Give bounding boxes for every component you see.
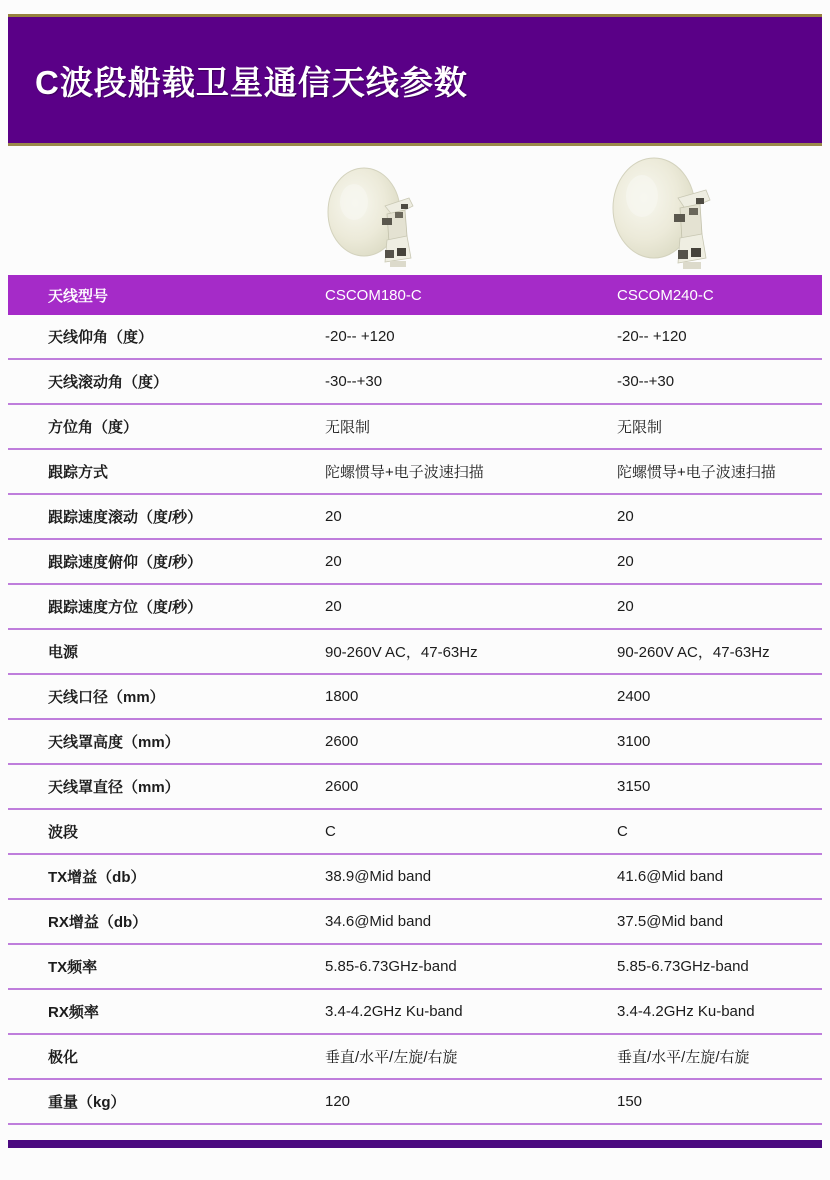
header-model-2: CSCOM240-C xyxy=(617,286,714,304)
table-row xyxy=(8,900,822,945)
table-row xyxy=(8,720,822,765)
table-row xyxy=(8,1080,822,1125)
row-value-1: C xyxy=(325,823,336,840)
row-label: 跟踪方式 xyxy=(48,464,109,481)
row-label: TX增益（db） xyxy=(48,869,146,886)
table-row xyxy=(8,765,822,810)
row-value-2: 20 xyxy=(617,598,634,615)
bottom-accent-bar xyxy=(8,1140,822,1148)
row-value-1: 无限制 xyxy=(325,419,371,436)
row-value-1: 1800 xyxy=(325,688,359,705)
table-header-row xyxy=(8,275,822,315)
table-row xyxy=(8,450,822,495)
row-label: 天线罩直径（mm） xyxy=(48,779,180,796)
row-label: 方位角（度） xyxy=(48,419,139,436)
table-row xyxy=(8,495,822,540)
row-value-1: 陀螺惯导+电子波速扫描 xyxy=(325,464,484,481)
row-value-2: -20-- +120 xyxy=(617,328,687,345)
row-label: 跟踪速度俯仰（度/秒） xyxy=(48,554,203,571)
table-row xyxy=(8,675,822,720)
row-value-2: 41.6@Mid band xyxy=(617,868,724,885)
table-row xyxy=(8,405,822,450)
row-label: 天线滚动角（度） xyxy=(48,374,169,391)
spec-table xyxy=(8,275,822,1125)
table-row xyxy=(8,540,822,585)
product-images-row xyxy=(0,146,830,275)
table-row xyxy=(8,810,822,855)
row-value-1: 120 xyxy=(325,1093,351,1110)
row-value-1: 38.9@Mid band xyxy=(325,868,432,885)
row-label: RX增益（db） xyxy=(48,914,148,931)
table-row xyxy=(8,945,822,990)
table-row xyxy=(8,585,822,630)
row-value-1: 5.85-6.73GHz-band xyxy=(325,958,457,975)
row-label: 电源 xyxy=(48,644,79,661)
row-label: 跟踪速度滚动（度/秒） xyxy=(48,509,203,526)
row-value-1: 20 xyxy=(325,508,342,525)
antenna-photo-cscom240 xyxy=(612,156,724,274)
title-banner xyxy=(8,14,822,146)
row-value-1: 垂直/水平/左旋/右旋 xyxy=(325,1049,458,1066)
row-value-2: 150 xyxy=(617,1093,643,1110)
row-value-1: 2600 xyxy=(325,733,359,750)
row-value-2: 20 xyxy=(617,508,634,525)
row-value-2: -30--+30 xyxy=(617,373,675,390)
row-label: 天线口径（mm） xyxy=(48,689,165,706)
header-model-1: CSCOM180-C xyxy=(325,286,422,304)
row-value-1: 20 xyxy=(325,553,342,570)
row-label: TX频率 xyxy=(48,959,98,976)
antenna-photo-cscom180 xyxy=(327,166,427,271)
row-value-2: 陀螺惯导+电子波速扫描 xyxy=(617,464,776,481)
table-row xyxy=(8,315,822,360)
table-row xyxy=(8,990,822,1035)
row-value-2: 20 xyxy=(617,553,634,570)
table-row xyxy=(8,630,822,675)
row-value-1: 3.4-4.2GHz Ku-band xyxy=(325,1003,463,1020)
row-label: RX频率 xyxy=(48,1004,99,1021)
row-value-2: 2400 xyxy=(617,688,651,705)
row-value-1: 90-260V AC，47-63Hz xyxy=(325,644,478,661)
table-row xyxy=(8,855,822,900)
row-value-2: 垂直/水平/左旋/右旋 xyxy=(617,1049,750,1066)
row-label: 跟踪速度方位（度/秒） xyxy=(48,599,203,616)
row-value-1: -20-- +120 xyxy=(325,328,395,345)
row-value-2: 3100 xyxy=(617,733,651,750)
row-value-2: 无限制 xyxy=(617,419,663,436)
row-label: 天线罩高度（mm） xyxy=(48,734,180,751)
row-label: 天线仰角（度） xyxy=(48,329,154,346)
row-value-1: 34.6@Mid band xyxy=(325,913,432,930)
row-value-2: 3150 xyxy=(617,778,651,795)
table-row xyxy=(8,360,822,405)
row-value-2: C xyxy=(617,823,628,840)
row-label: 极化 xyxy=(48,1049,79,1066)
header-label: 天线型号 xyxy=(48,287,109,305)
row-value-2: 3.4-4.2GHz Ku-band xyxy=(617,1003,755,1020)
row-label: 波段 xyxy=(48,824,79,841)
row-value-2: 5.85-6.73GHz-band xyxy=(617,958,749,975)
row-value-1: -30--+30 xyxy=(325,373,383,390)
row-value-2: 90-260V AC，47-63Hz xyxy=(617,644,770,661)
row-value-1: 2600 xyxy=(325,778,359,795)
table-row xyxy=(8,1035,822,1080)
row-label: 重量（kg） xyxy=(48,1094,126,1111)
row-value-1: 20 xyxy=(325,598,342,615)
row-value-2: 37.5@Mid band xyxy=(617,913,724,930)
page-title: C波段船载卫星通信天线参数 xyxy=(35,63,468,101)
